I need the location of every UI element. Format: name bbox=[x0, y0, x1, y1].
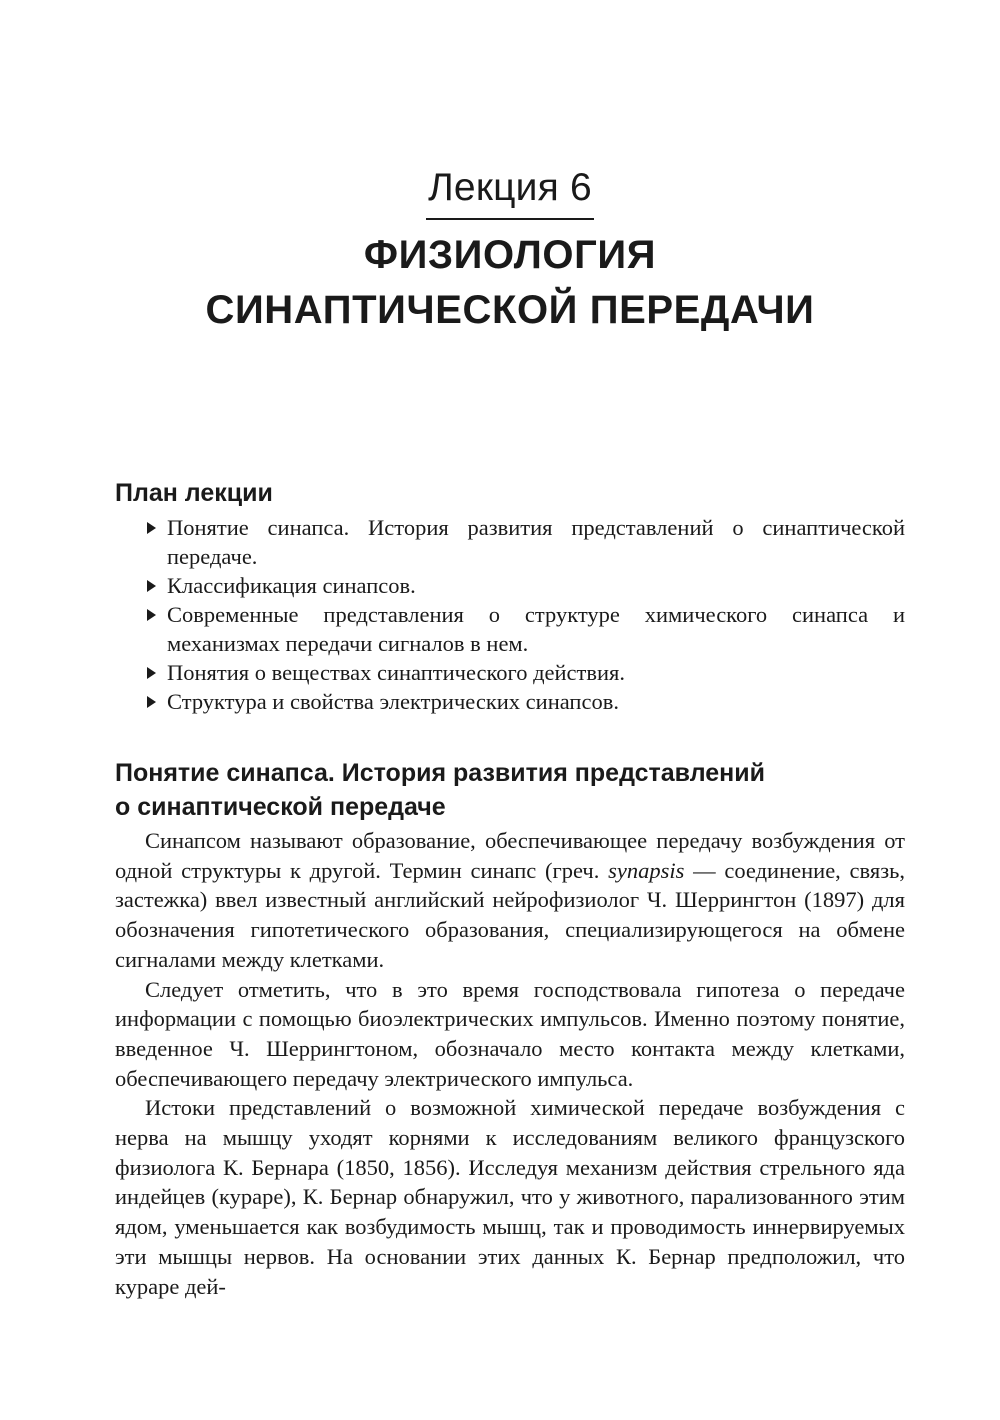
triangle-bullet-icon bbox=[147, 580, 156, 592]
plan-item bbox=[145, 513, 905, 571]
section-heading-line-1: Понятие синапса. История развития представлений bbox=[115, 759, 765, 787]
plan-item-text: Понятие синапса. История развития представлений о синаптической передаче. bbox=[167, 515, 905, 569]
plan-item-text: Структура и свойства электрических синапсов. bbox=[167, 689, 619, 714]
section-heading-line-2: о синаптической передаче bbox=[115, 793, 446, 821]
section-heading bbox=[115, 756, 905, 824]
greek-term: synapsis bbox=[608, 857, 685, 883]
plan-list bbox=[145, 513, 905, 716]
paragraph-1-start: Синапсом называют образование, обеспечивающее передачу возбуждения от одной структуры к другой. Термин синапс (греч. bbox=[115, 828, 905, 883]
paragraph-2: Следует отметить, что в это время господствовала гипотеза о передаче информации с помощью биоэлектрических импульсов. Именно поэтому понятие, введенное Ч. Шеррингтоном, обозначало место контакта между клетками, обеспечивающего передачу электрического импульса. bbox=[115, 976, 905, 1091]
chapter-title-line-1: ФИЗИОЛОГИЯ bbox=[363, 233, 657, 277]
plan-heading: План лекции bbox=[115, 479, 273, 507]
plan-item-text: Понятия о веществах синаптического действия. bbox=[167, 660, 626, 685]
paragraph-1-end: — соединение, связь, застежка) ввел известный английский нейрофизиолог Ч. Шеррингтон (1897) для обозначения гипотетического образования, специализирующегося на обмене сигналами между клетками. bbox=[115, 857, 905, 972]
triangle-bullet-icon bbox=[147, 522, 156, 534]
plan-item bbox=[145, 571, 905, 600]
chapter-title-line-2: СИНАПТИЧЕСКОЙ ПЕРЕДАЧИ bbox=[205, 288, 815, 332]
plan-item-text: Классификация синапсов. bbox=[167, 573, 416, 598]
paragraph-3: Истоки представлений о возможной химической передаче возбуждения с нерва на мышцу уходят корнями к исследованиям великого французского физиолога К. Бернара (1850, 1856). Исследуя механизм действия стрельного яда индейцев (кураре), К. Бернар обнаружил, что у животного, парализованного этим ядом, уменьшается как возбудимость мышц, так и проводимость иннервируемых эти мышцы нервов. На основании этих данных К. Бернар предположил, что кураре дей- bbox=[115, 1095, 905, 1299]
triangle-bullet-icon bbox=[147, 609, 156, 621]
paragraph-1 bbox=[115, 826, 905, 975]
lecture-number: Лекция 6 bbox=[426, 164, 594, 220]
chapter-title bbox=[115, 228, 905, 338]
body-text bbox=[115, 826, 905, 1301]
lecture-label bbox=[115, 164, 905, 220]
triangle-bullet-icon bbox=[147, 696, 156, 708]
plan-item bbox=[145, 687, 905, 716]
plan-item bbox=[145, 600, 905, 658]
plan-item-text: Современные представления о структуре химического синапса и механизмах передачи сигналов в нем. bbox=[167, 602, 905, 656]
plan-item bbox=[145, 658, 905, 687]
triangle-bullet-icon bbox=[147, 667, 156, 679]
